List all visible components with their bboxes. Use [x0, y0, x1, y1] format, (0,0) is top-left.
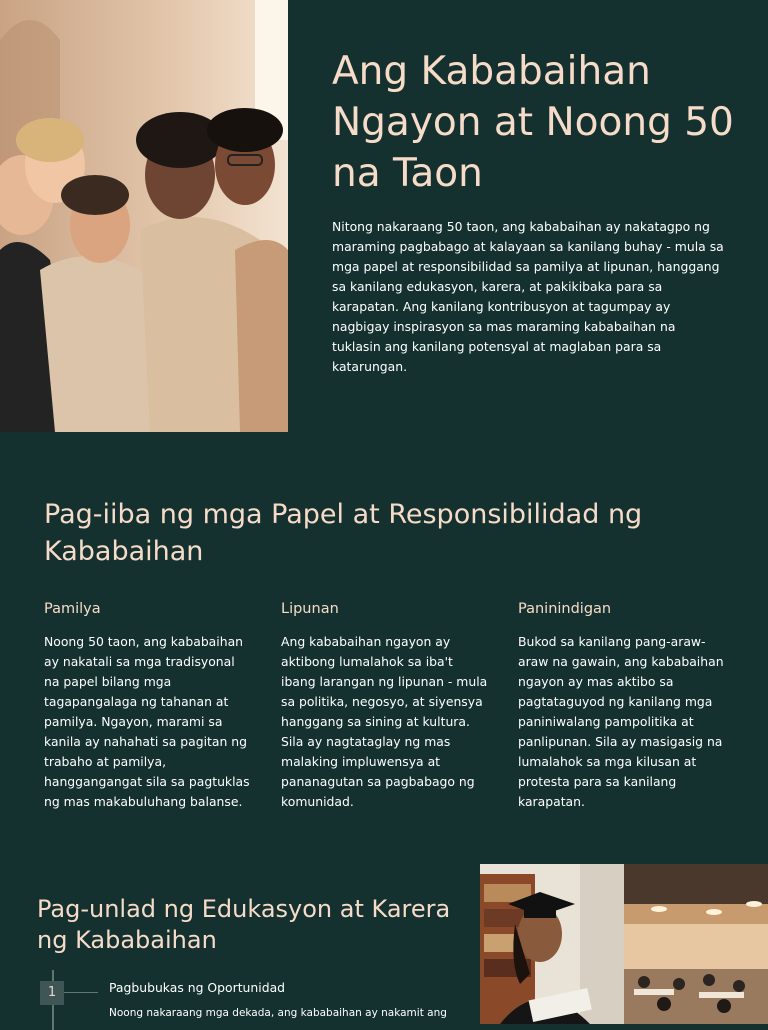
timeline-step-number: 1 [40, 981, 64, 1005]
graduate-photo [480, 864, 624, 1024]
hero-photo-women-group [0, 0, 288, 432]
roles-column-family [44, 600, 254, 812]
education-section-title: Pag-unlad ng Edukasyon at Karera ng Kababaihan [37, 895, 451, 954]
roles-column-text: Bukod sa kanilang pang-araw-araw na gawain, ang kababaihan ngayon ay mas aktibo sa pagtataguyod ng kanilang mga paniniwalang pampolitika at panlipunan. Sila ay masigasig na lumalahok sa mga kilusan at protesta para sa kanilang karapatan. [518, 634, 724, 809]
page-title: Ang Kababaihan Ngayon at Noong 50 na Taon [332, 49, 734, 196]
roles-column-heading: Lipunan [281, 601, 339, 617]
roles-column-advocacy [518, 600, 728, 812]
timeline-step-title: Pagbubukas ng Oportunidad [109, 980, 286, 995]
roles-column-text: Ang kababaihan ngayon ay aktibong lumalahok sa iba't ibang larangan ng lipunan - mula sa politika, negosyo, at siyensya hanggang sa sining at kultura. Sila ay nagtataglay ng mas malaking impluwensya at pananagutan sa pagbabago ng komunidad. [281, 634, 488, 809]
roles-column-heading: Pamilya [44, 601, 101, 617]
hero-intro-text: Nitong nakaraang 50 taon, ang kababaihan ay nakatagpo ng maraming pagbabago at kalayaan sa kanilang buhay - mula sa mga papel at responsibilidad sa pamilya at lipunan, hanggang sa kanilang edukasyon, karera, at pakikibaka para sa karapatan. Ang kanilang kontribusyon at tagumpay ay nagbigay inspirasyon sa mas maraming kababaihan na tuklasin ang kanilang potensyal at maglaban para sa katarungan. [332, 219, 724, 374]
roles-section-title: Pag-iiba ng mga Papel at Responsibilidad ng Kababaihan [44, 499, 643, 567]
office-photo [624, 864, 768, 1024]
roles-column-heading: Paninindigan [518, 601, 612, 617]
timeline-step-text: Noong nakaraang mga dekada, ang kababaihan ay nakamit ang [109, 1007, 447, 1019]
roles-column-text: Noong 50 taon, ang kababaihan ay nakatali sa mga tradisyonal na papel bilang mga tagapangalaga ng tahanan at pamilya. Ngayon, marami sa kanila ay nahahati sa pagitan ng trabaho at pamilya, hanggangangat sila sa pagtuklas ng mas makabuluhang balanse. [44, 634, 250, 809]
roles-column-society [281, 600, 491, 812]
